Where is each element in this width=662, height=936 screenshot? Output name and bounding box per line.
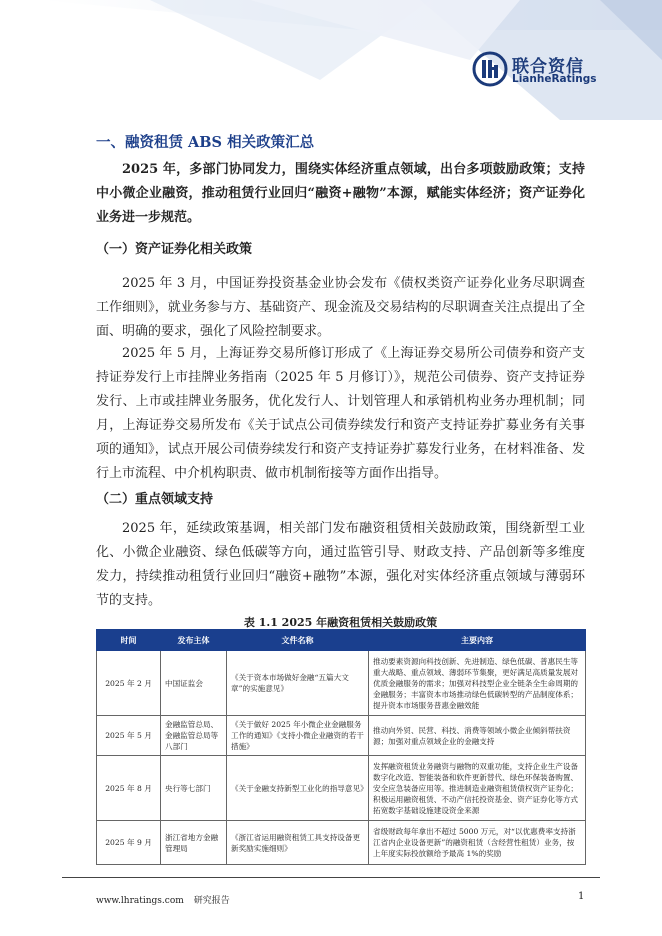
paragraph-support-1: 2025 年，延续政策基调，相关部门发布融资租赁相关鼓励政策，围绕新型工业化、小微企业融资、绿色低碳等方向，通过监管引导、财政支持、产品创新等多维度发力，持续推动租赁行业回归“融资+融物”本源，强化对实体经济重点领域与薄弱环节的支持。 — [96, 521, 585, 608]
footer-website-link[interactable]: www.lhratings.com — [96, 896, 184, 906]
intro-paragraph: 2025 年，多部门协同发力，围绕实体经济重点领域，出台多项鼓励政策；支持中小微企业融资，推动租赁行业回归“融资+融物”本源，赋能实体经济；资产证券化业务进一步规范。 — [96, 162, 585, 225]
brand-name-en: LianheRatings — [512, 73, 597, 85]
cell-content: 推动要素资源向科技创新、先进制造、绿色低碳、普惠民生等重大战略、重点领域、薄弱环节集聚，更好满足高质量发展对优质金融服务的需求；加强对科技型企业全链条全生命周期的金融服务；丰富资本市场推动绿色低碳转型的产品制度体系；提升资本市场服务普惠金融效能 — [369, 651, 586, 716]
header-document: 文件名称 — [227, 630, 369, 651]
cell-content: 省级财政每年拿出不超过 5000 万元，对“以优惠费率支持浙江省内企业设备更新”的融资租赁（含经营性租赁）业务，按上年度实际投放额给予最高 1%的奖励 — [369, 821, 586, 865]
brand-logo — [472, 50, 642, 90]
table-row — [97, 651, 586, 716]
brand-name-cn: 联合资信 — [512, 57, 584, 77]
cell-issuer: 中国证监会 — [161, 651, 227, 716]
header-time: 时间 — [97, 630, 161, 651]
section-title: 一、融资租赁 ABS 相关政策汇总 — [96, 134, 315, 151]
cell-issuer: 浙江省地方金融管理局 — [161, 821, 227, 865]
table-row — [97, 756, 586, 821]
subsection-title-abs: （一）资产证券化相关政策 — [96, 242, 253, 257]
header-content: 主要内容 — [369, 630, 586, 651]
cell-time: 2025 年 8 月 — [97, 756, 161, 821]
cell-content: 发挥融资租赁业务融资与融物的双重功能，支持企业生产设备数字化改造、智能装备和软件更新替代、绿色环保装备购置、安全应急装备应用等。推进制造业融资租赁债权资产证券化；积极运用融资租赁、不动产信托投资基金、资产证券化等方式拓宽数字基础设施建设资金来源 — [369, 756, 586, 821]
footer-divider — [62, 877, 600, 878]
table-header-row — [97, 630, 586, 651]
policy-table — [96, 629, 586, 865]
cell-time: 2025 年 9 月 — [97, 821, 161, 865]
header-issuer: 发布主体 — [161, 630, 227, 651]
footer-info — [96, 893, 230, 906]
subsection-title-support: （二）重点领域支持 — [96, 492, 214, 507]
cell-content: 推动向外贸、民营、科技、消费等领域小微企业倾斜帮扶资源；加强对重点领域企业的金融支持 — [369, 716, 586, 756]
table-caption: 表 1.1 2025 年融资租赁相关鼓励政策 — [243, 616, 438, 629]
cell-issuer: 央行等七部门 — [161, 756, 227, 821]
cell-document: 《关于金融支持新型工业化的指导意见》 — [227, 756, 369, 821]
cell-time: 2025 年 2 月 — [97, 651, 161, 716]
table-row — [97, 821, 586, 865]
cell-document: 《浙江省运用融资租赁工具支持设备更新奖励实施细则》 — [227, 821, 369, 865]
table-row — [97, 716, 586, 756]
paragraph-abs-1: 2025 年 3 月，中国证券投资基金业协会发布《债权类资产证券化业务尽职调查工作细则》，就业务参与方、基础资产、现金流及交易结构的尽职调查关注点提出了全面、明确的要求，强化了风险控制要求。 — [96, 276, 585, 339]
cell-issuer: 金融监管总局、金融监管总局等八部门 — [161, 716, 227, 756]
footer-doc-type: 研究报告 — [193, 896, 230, 906]
cell-document: 《关于做好 2025 年小微企业金融服务工作的通知》《支持小微企业融资的若干措施》 — [227, 716, 369, 756]
paragraph-abs-2: 2025 年 5 月，上海证券交易所修订形成了《上海证券交易所公司债券和资产支持证券发行上市挂牌业务指南（2025 年 5 月修订）》，规范公司债券、资产支持证券发行、上市或挂牌业务服务，优化发行人、计划管理人和承销机构业务办理机制；同月，上海证券交易所发布《关于试点公司债券续发行和资产支持证券扩募业务有关事项的通知》，试点开展公司债券续发行和资产支持证券扩募发行业务，在材料准备、发行上市流程、中介机构职责、做市机制衔接等方面作出指导。 — [96, 346, 585, 481]
page-number: 1 — [578, 891, 585, 902]
cell-document: 《关于资本市场做好金融“五篇大文章”的实施意见》 — [227, 651, 369, 716]
lianhe-logo-icon — [472, 51, 508, 87]
cell-time: 2025 年 5 月 — [97, 716, 161, 756]
